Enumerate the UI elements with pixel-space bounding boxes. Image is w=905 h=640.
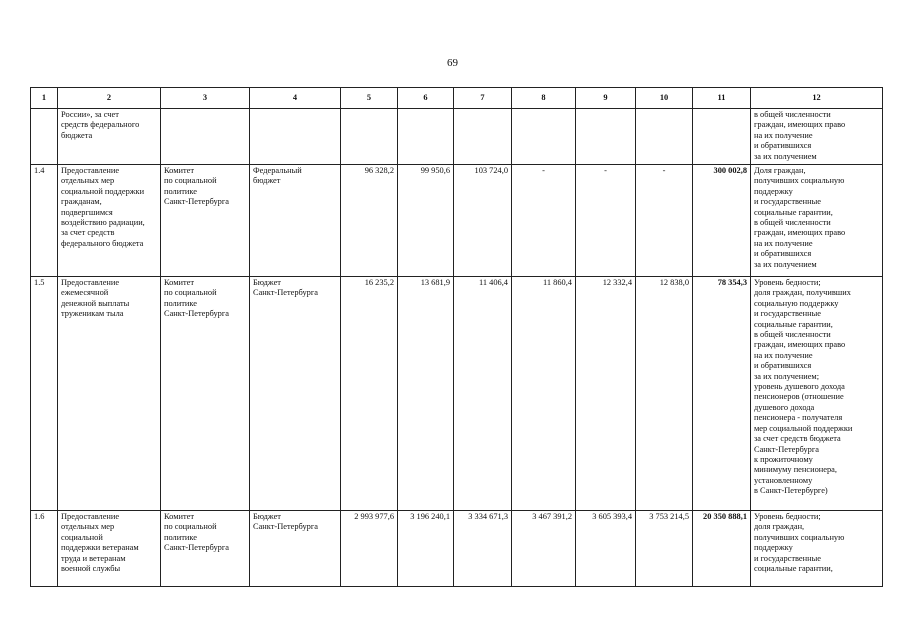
indicator-cell: Доля граждан, получивших социальную поддержку и государственные социальные гарантии, в общей численности граждан, имеющих право на их получение и обратившихся за их получением [751, 165, 883, 277]
table-row [31, 511, 883, 587]
header-cell: 4 [250, 88, 341, 109]
total-amount-cell: 20 350 888,1 [693, 511, 751, 587]
header-cell: 6 [398, 88, 454, 109]
header-cell: 1 [31, 88, 58, 109]
header-row [31, 88, 883, 109]
amount-cell: 3 467 391,2 [512, 511, 576, 587]
indicator-cell: в общей численности граждан, имеющих право на их получение и обратившихся за их получением [751, 109, 883, 165]
amount-cell [398, 109, 454, 165]
funding-source-cell: Федеральный бюджет [250, 165, 341, 277]
amount-cell: 99 950,6 [398, 165, 454, 277]
executor-cell [161, 109, 250, 165]
amount-cell: 3 605 393,4 [576, 511, 636, 587]
amount-cell [454, 109, 512, 165]
amount-cell: - [512, 165, 576, 277]
indicator-cell: Уровень бедности; доля граждан, получивших социальную поддержку и государственные социальные гарантии, [751, 511, 883, 587]
header-cell: 7 [454, 88, 512, 109]
executor-cell: Комитет по социальной политике Санкт-Петербурга [161, 165, 250, 277]
header-cell: 3 [161, 88, 250, 109]
amount-cell: 11 406,4 [454, 277, 512, 511]
total-amount-cell: 300 002,8 [693, 165, 751, 277]
amount-cell: 96 328,2 [341, 165, 398, 277]
executor-cell: Комитет по социальной политике Санкт-Петербурга [161, 277, 250, 511]
row-number-cell: 1.5 [31, 277, 58, 511]
amount-cell: 3 196 240,1 [398, 511, 454, 587]
row-number-cell: 1.6 [31, 511, 58, 587]
measure-name-cell: Предоставление ежемесячной денежной выплаты труженикам тыла [58, 277, 161, 511]
program-table [30, 87, 883, 587]
indicator-cell: Уровень бедности; доля граждан, получивших социальную поддержку и государственные социальные гарантии, в общей численности граждан, имеющих право на их получение и обратившихся за их получением; уровень душевого дохода пенсионеров (отношение душевого дохода пенсионера - получателя мер социальной поддержки за счет средств бюджета Санкт-Петербурга к прожиточному минимуму пенсионера, установленному в Санкт-Петербурге) [751, 277, 883, 511]
amount-cell [636, 109, 693, 165]
amount-cell: 12 838,0 [636, 277, 693, 511]
amount-cell [341, 109, 398, 165]
amount-cell: 16 235,2 [341, 277, 398, 511]
funding-source-cell: Бюджет Санкт-Петербурга [250, 277, 341, 511]
header-cell: 5 [341, 88, 398, 109]
row-number-cell: 1.4 [31, 165, 58, 277]
amount-cell: 12 332,4 [576, 277, 636, 511]
header-cell: 8 [512, 88, 576, 109]
amount-cell: - [576, 165, 636, 277]
amount-cell: 13 681,9 [398, 277, 454, 511]
header-cell: 9 [576, 88, 636, 109]
row-number-cell [31, 109, 58, 165]
table-row [31, 109, 883, 165]
amount-cell: - [636, 165, 693, 277]
amount-cell: 2 993 977,6 [341, 511, 398, 587]
measure-name-cell: Предоставление отдельных мер социальной поддержки ветеранам труда и ветеранам военной службы [58, 511, 161, 587]
header-cell: 2 [58, 88, 161, 109]
table-row [31, 277, 883, 511]
header-cell: 10 [636, 88, 693, 109]
amount-cell: 3 753 214,5 [636, 511, 693, 587]
header-cell: 11 [693, 88, 751, 109]
amount-cell [512, 109, 576, 165]
page-number: 69 [447, 57, 458, 69]
funding-source-cell: Бюджет Санкт-Петербурга [250, 511, 341, 587]
header-cell: 12 [751, 88, 883, 109]
amount-cell: 103 724,0 [454, 165, 512, 277]
amount-cell [576, 109, 636, 165]
total-amount-cell: 78 354,3 [693, 277, 751, 511]
amount-cell: 11 860,4 [512, 277, 576, 511]
amount-cell: 3 334 671,3 [454, 511, 512, 587]
table-row [31, 165, 883, 277]
measure-name-cell: России», за счет средств федерального бюджета [58, 109, 161, 165]
executor-cell: Комитет по социальной политике Санкт-Петербурга [161, 511, 250, 587]
measure-name-cell: Предоставление отдельных мер социальной поддержки гражданам, подвергшимся воздействию радиации, за счет средств федерального бюджета [58, 165, 161, 277]
total-amount-cell [693, 109, 751, 165]
funding-source-cell [250, 109, 341, 165]
